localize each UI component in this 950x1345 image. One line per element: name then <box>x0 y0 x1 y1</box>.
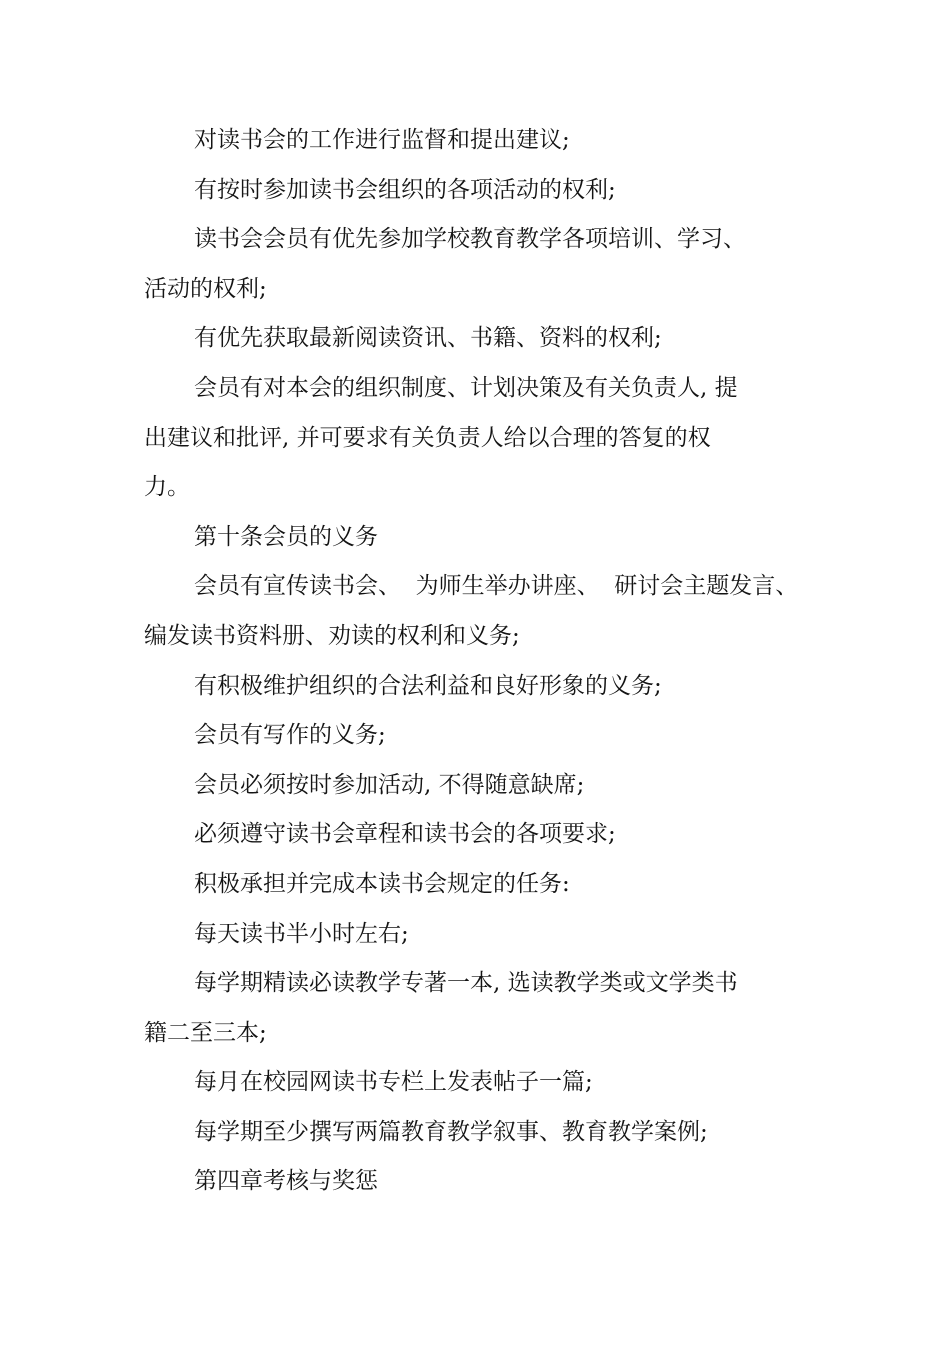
text-line-1: 对读书会的工作进行监督和提出建议; <box>194 127 570 153</box>
section-heading-article-10: 第十条会员的义务 <box>194 523 378 550</box>
text-line-20: 每月在校园网读书专栏上发表帖子一篇; <box>194 1069 593 1096</box>
text-line-18: 每学期精读必读教学专著一本, 选读教学类或文学类书 <box>194 970 738 997</box>
text-line-16: 积极承担并完成本读书会规定的任务: <box>194 870 570 897</box>
text-line-12: 有积极维护组织的合法利益和良好形象的义务; <box>194 672 662 699</box>
text-line-19: 籍二至三本; <box>144 1019 267 1046</box>
text-line-3: 读书会会员有优先参加学校教育教学各项培训、学习、 <box>194 226 746 253</box>
text-line-15: 必须遵守读书会章程和读书会的各项要求; <box>194 821 616 848</box>
document-body <box>144 116 804 1207</box>
text-line-4: 活动的权利; <box>144 275 267 302</box>
text-line-5: 有优先获取最新阅读资讯、书籍、资料的权利; <box>194 325 662 352</box>
text-line-6: 会员有对本会的组织制度、计划决策及有关负责人, 提 <box>194 374 738 401</box>
text-line-14: 会员必须按时参加活动, 不得随意缺席; <box>194 771 585 798</box>
text-line-11: 编发读书资料册、劝读的权利和义务; <box>144 622 520 649</box>
text-line-7: 出建议和批评, 并可要求有关负责人给以合理的答复的权 <box>144 424 711 451</box>
text-line-10: 会员有宣传读书会、 为师生举办讲座、 研讨会主题发言、 <box>194 573 799 600</box>
text-line-8: 力。 <box>144 474 190 501</box>
chapter-heading-4: 第四章考核与奖惩 <box>194 1168 378 1195</box>
text-line-2: 有按时参加读书会组织的各项活动的权利; <box>194 176 616 203</box>
text-line-13: 会员有写作的义务; <box>194 722 386 749</box>
text-line-21: 每学期至少撰写两篇教育教学叙事、教育教学案例; <box>194 1118 708 1145</box>
text-line-17: 每天读书半小时左右; <box>194 920 409 947</box>
